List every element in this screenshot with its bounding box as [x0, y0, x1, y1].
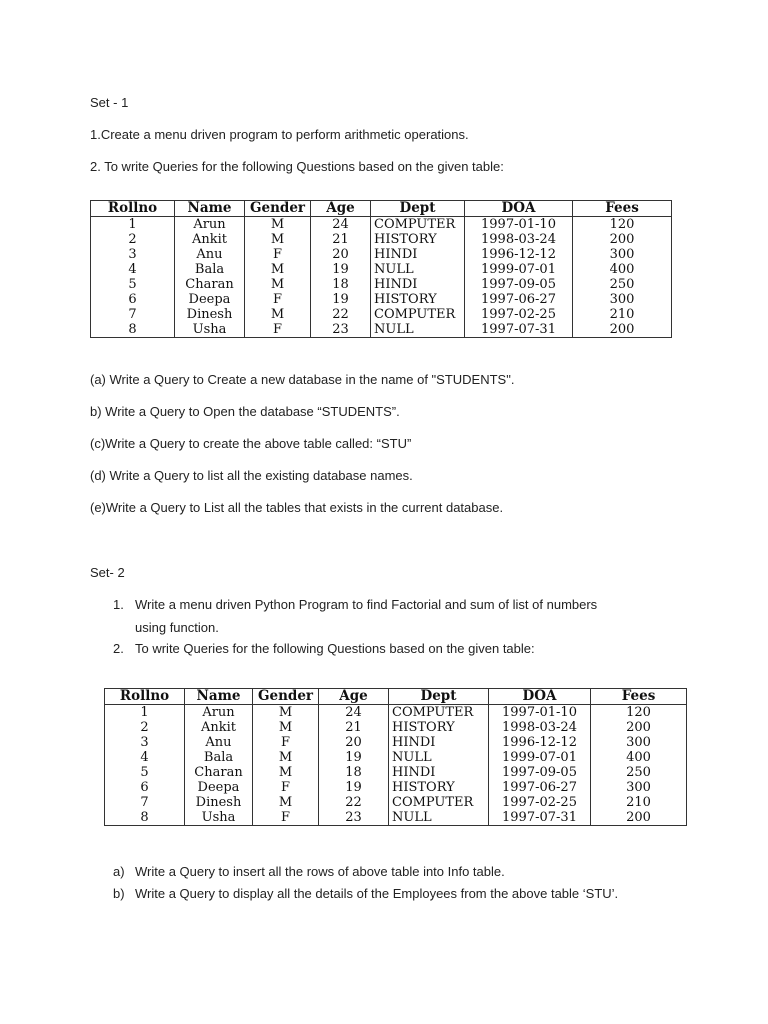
table-row [91, 277, 672, 292]
table-cell: NULL [371, 262, 465, 277]
table-cell: HINDI [371, 277, 465, 292]
table-cell: 210 [591, 795, 687, 810]
column-header: Gender [245, 201, 311, 217]
table-cell: 1999-07-01 [465, 262, 573, 277]
table-cell: COMPUTER [389, 705, 489, 721]
table-cell: Usha [185, 810, 253, 826]
column-header: Rollno [105, 689, 185, 705]
table-header-row [105, 689, 687, 705]
table-cell: 22 [319, 795, 389, 810]
table-cell: 300 [573, 292, 672, 307]
table-cell: 400 [591, 750, 687, 765]
table-row [91, 217, 672, 233]
table-row [91, 307, 672, 322]
column-header: Gender [253, 689, 319, 705]
column-header: Dept [371, 201, 465, 217]
table-cell: 20 [311, 247, 371, 262]
table-row [105, 810, 687, 826]
table-cell: 4 [105, 750, 185, 765]
table-cell: 19 [319, 750, 389, 765]
list-text: Write a menu driven Python Program to find Factorial and sum of list of numbers [135, 597, 598, 612]
set2-heading: Set- 2 [90, 565, 125, 580]
column-header: Fees [573, 201, 672, 217]
table-cell: Arun [185, 705, 253, 721]
table-cell: 1997-01-10 [489, 705, 591, 721]
table-cell: 2 [91, 232, 175, 247]
column-header: Age [311, 201, 371, 217]
table-cell: 1997-02-25 [465, 307, 573, 322]
table-row [105, 720, 687, 735]
table-cell: 1997-09-05 [465, 277, 573, 292]
column-header: DOA [465, 201, 573, 217]
table-cell: 6 [91, 292, 175, 307]
table-cell: 1997-09-05 [489, 765, 591, 780]
table-cell: 18 [311, 277, 371, 292]
set1-subquestion-a: (a) Write a Query to Create a new database in the name of "STUDENTS". [90, 372, 515, 387]
table-cell: 1996-12-12 [465, 247, 573, 262]
table-row [91, 247, 672, 262]
table-cell: Usha [175, 322, 245, 338]
set1-heading: Set - 1 [90, 95, 129, 110]
set1-subquestion-b: b) Write a Query to Open the database “STUDENTS”. [90, 404, 400, 419]
list-letter: b) [113, 886, 125, 901]
table-cell: 1 [105, 705, 185, 721]
table-cell: 250 [591, 765, 687, 780]
table-cell: 1997-07-31 [489, 810, 591, 826]
table-cell: 23 [311, 322, 371, 338]
table-cell: COMPUTER [371, 307, 465, 322]
table-cell: F [245, 322, 311, 338]
table-cell: 2 [105, 720, 185, 735]
list-number: 2. [113, 641, 124, 656]
column-header: Dept [389, 689, 489, 705]
table-row [105, 735, 687, 750]
table-cell: M [245, 232, 311, 247]
table-cell: M [253, 720, 319, 735]
table-cell: 19 [319, 780, 389, 795]
table-cell: COMPUTER [371, 217, 465, 233]
table-row [91, 262, 672, 277]
table-cell: Deepa [185, 780, 253, 795]
table-cell: 7 [91, 307, 175, 322]
table-cell: 300 [573, 247, 672, 262]
table-cell: M [253, 795, 319, 810]
table-cell: M [245, 262, 311, 277]
student-table-1 [90, 200, 672, 338]
table-cell: 5 [105, 765, 185, 780]
table-cell: HISTORY [371, 292, 465, 307]
table-cell: NULL [389, 810, 489, 826]
table-row [91, 322, 672, 338]
table-row [91, 292, 672, 307]
table-cell: 120 [573, 217, 672, 233]
list-text: Write a Query to display all the details of the Employees from the above table ‘STU’. [135, 886, 619, 901]
table-cell: 120 [591, 705, 687, 721]
table-cell: 400 [573, 262, 672, 277]
table-cell: 1997-06-27 [489, 780, 591, 795]
table-cell: 3 [91, 247, 175, 262]
set1-question-1: 1.Create a menu driven program to perform arithmetic operations. [90, 127, 469, 142]
set1-subquestion-c: (c)Write a Query to create the above table called: “STU” [90, 436, 412, 451]
table-cell: 21 [319, 720, 389, 735]
table-cell: 5 [91, 277, 175, 292]
list-number: 1. [113, 597, 124, 612]
table-cell: HISTORY [389, 720, 489, 735]
table-cell: 300 [591, 780, 687, 795]
table-cell: COMPUTER [389, 795, 489, 810]
table-cell: 1997-01-10 [465, 217, 573, 233]
table-cell: 22 [311, 307, 371, 322]
list-text-continued: using function. [135, 620, 219, 635]
table-cell: NULL [371, 322, 465, 338]
table-row [91, 232, 672, 247]
table-cell: Arun [175, 217, 245, 233]
table-cell: Bala [185, 750, 253, 765]
table-cell: 6 [105, 780, 185, 795]
table-cell: Anu [175, 247, 245, 262]
table-cell: 1998-03-24 [489, 720, 591, 735]
table-cell: 200 [573, 232, 672, 247]
table-cell: 8 [105, 810, 185, 826]
table-cell: 18 [319, 765, 389, 780]
table-cell: M [245, 277, 311, 292]
table-cell: 1997-02-25 [489, 795, 591, 810]
table-cell: 3 [105, 735, 185, 750]
table-cell: Ankit [175, 232, 245, 247]
table-cell: Charan [185, 765, 253, 780]
table-cell: M [253, 750, 319, 765]
table-cell: Anu [185, 735, 253, 750]
table-cell: 1 [91, 217, 175, 233]
table-cell: 200 [591, 720, 687, 735]
table-cell: Bala [175, 262, 245, 277]
table-cell: HINDI [371, 247, 465, 262]
table-row [105, 795, 687, 810]
table-row [105, 765, 687, 780]
list-text: To write Queries for the following Questions based on the given table: [135, 641, 535, 656]
set1-subquestion-d: (d) Write a Query to list all the existing database names. [90, 468, 413, 483]
table-cell: HISTORY [389, 780, 489, 795]
table-cell: 24 [319, 705, 389, 721]
table-header-row [91, 201, 672, 217]
table-cell: 19 [311, 262, 371, 277]
table-row [105, 705, 687, 721]
table-cell: HINDI [389, 735, 489, 750]
table-cell: 1998-03-24 [465, 232, 573, 247]
table-cell: M [245, 217, 311, 233]
table-cell: 210 [573, 307, 672, 322]
column-header: Fees [591, 689, 687, 705]
table-cell: 23 [319, 810, 389, 826]
table-cell: M [253, 765, 319, 780]
table-cell: 250 [573, 277, 672, 292]
table-cell: Ankit [185, 720, 253, 735]
column-header: Name [185, 689, 253, 705]
table-cell: 8 [91, 322, 175, 338]
column-header: Name [175, 201, 245, 217]
table-cell: 7 [105, 795, 185, 810]
table-cell: F [245, 247, 311, 262]
table-row [105, 750, 687, 765]
table-cell: Dinesh [175, 307, 245, 322]
table-cell: F [253, 780, 319, 795]
student-table-2 [104, 688, 687, 826]
table-cell: 200 [591, 810, 687, 826]
table-cell: M [245, 307, 311, 322]
table-cell: 300 [591, 735, 687, 750]
table-cell: 20 [319, 735, 389, 750]
table-cell: HISTORY [371, 232, 465, 247]
column-header: Rollno [91, 201, 175, 217]
table-cell: 200 [573, 322, 672, 338]
table-cell: 1999-07-01 [489, 750, 591, 765]
set1-subquestion-e: (e)Write a Query to List all the tables that exists in the current database. [90, 500, 504, 515]
table-cell: F [245, 292, 311, 307]
table-cell: HINDI [389, 765, 489, 780]
table-cell: 1996-12-12 [489, 735, 591, 750]
table-cell: M [253, 705, 319, 721]
table-cell: Dinesh [185, 795, 253, 810]
table-cell: 1997-07-31 [465, 322, 573, 338]
column-header: DOA [489, 689, 591, 705]
table-cell: 24 [311, 217, 371, 233]
table-cell: Charan [175, 277, 245, 292]
table-cell: F [253, 810, 319, 826]
table-cell: 4 [91, 262, 175, 277]
table-cell: 1997-06-27 [465, 292, 573, 307]
table-cell: F [253, 735, 319, 750]
table-cell: Deepa [175, 292, 245, 307]
table-cell: NULL [389, 750, 489, 765]
table-cell: 21 [311, 232, 371, 247]
table-cell: 19 [311, 292, 371, 307]
set1-question-2: 2. To write Queries for the following Questions based on the given table: [90, 159, 504, 174]
list-text: Write a Query to insert all the rows of above table into Info table. [135, 864, 505, 879]
list-letter: a) [113, 864, 125, 879]
table-row [105, 780, 687, 795]
column-header: Age [319, 689, 389, 705]
